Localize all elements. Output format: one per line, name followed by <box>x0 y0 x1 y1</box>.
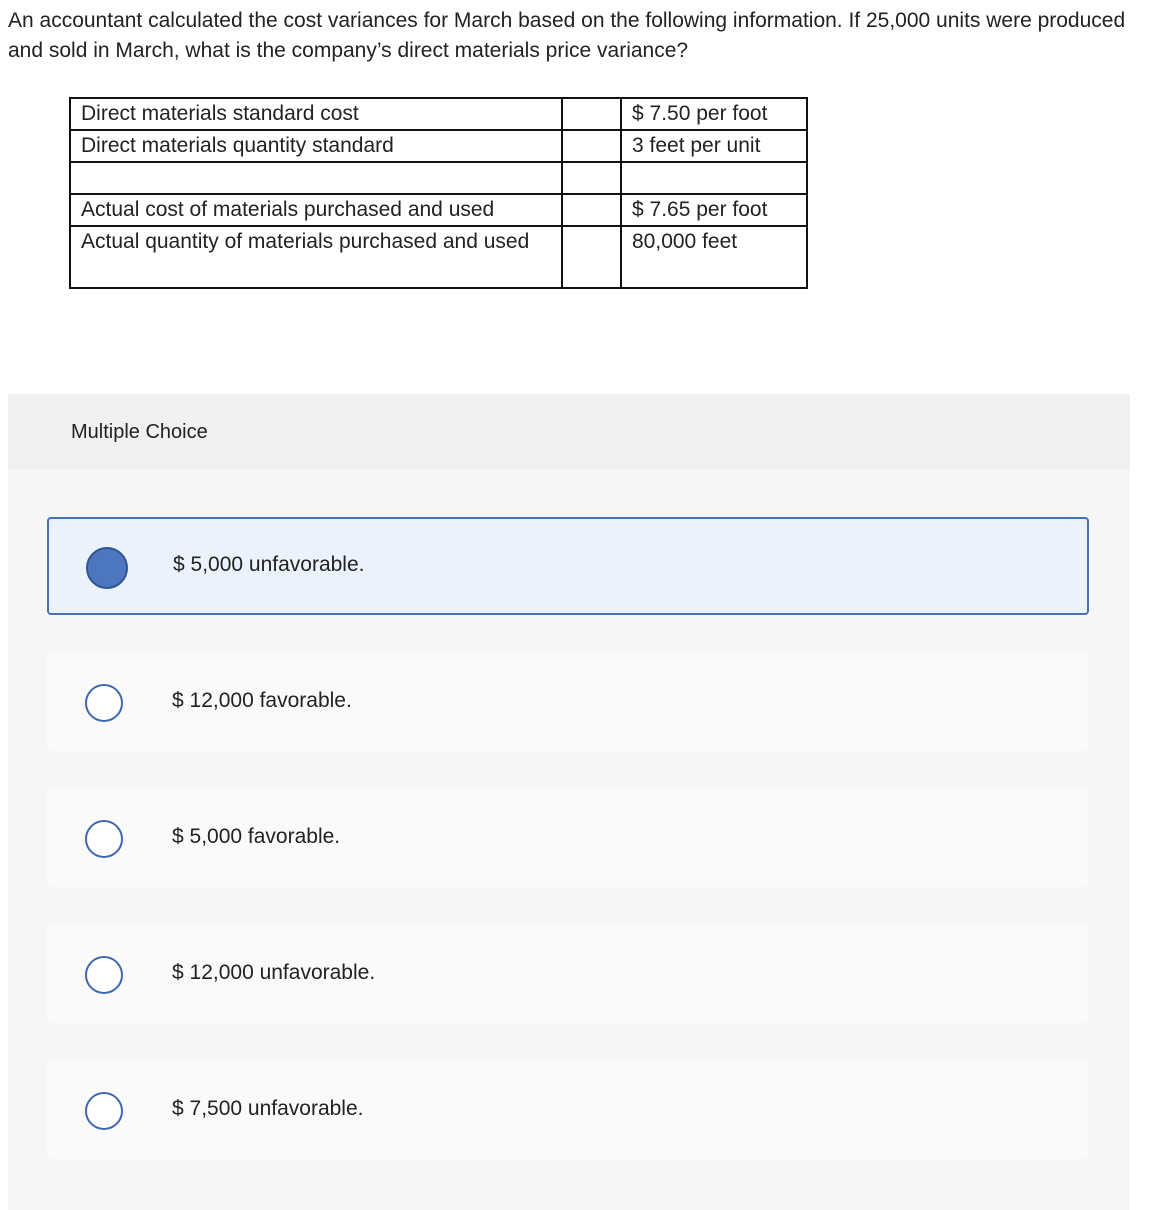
row-spacer <box>562 194 621 226</box>
table-row <box>70 194 807 226</box>
choice-option-5[interactable] <box>47 1061 1088 1159</box>
radio-button-icon[interactable] <box>85 820 123 858</box>
radio-button-icon[interactable] <box>85 684 123 722</box>
row-spacer <box>562 162 621 194</box>
question-text: An accountant calculated the cost variances for March based on the following information. If 25,000 units were produced and sold in March, what is the company’s direct materials price variance? <box>8 9 1126 62</box>
radio-button-icon[interactable] <box>85 956 123 994</box>
choice-label: $ 7,500 unfavorable. <box>172 1097 364 1120</box>
radio-button-icon[interactable] <box>85 1092 123 1130</box>
radio-button-icon[interactable] <box>86 547 128 589</box>
choice-label: $ 5,000 unfavorable. <box>173 553 365 576</box>
row-spacer <box>562 130 621 162</box>
row-spacer <box>562 226 621 288</box>
table-row <box>70 162 807 194</box>
row-label: Actual cost of materials purchased and used <box>70 194 562 226</box>
row-value: 3 feet per unit <box>621 130 807 162</box>
row-value: 80,000 feet <box>621 226 807 288</box>
multiple-choice-panel <box>8 394 1130 1210</box>
row-value: $ 7.50 per foot <box>621 98 807 130</box>
row-label: Direct materials standard cost <box>70 98 562 130</box>
choice-option-1[interactable] <box>47 517 1089 615</box>
table-row <box>70 98 807 130</box>
choice-option-3[interactable] <box>47 789 1088 887</box>
choice-label: $ 12,000 unfavorable. <box>172 961 376 984</box>
row-label: Actual quantity of materials purchased and used <box>70 226 562 288</box>
choice-option-2[interactable] <box>47 653 1088 751</box>
choice-label: $ 12,000 favorable. <box>172 689 352 712</box>
choice-label: $ 5,000 favorable. <box>172 825 341 848</box>
info-table <box>69 97 808 289</box>
row-label <box>70 162 562 194</box>
row-value: $ 7.65 per foot <box>621 194 807 226</box>
table-row <box>70 130 807 162</box>
table-row <box>70 226 807 288</box>
row-value <box>621 162 807 194</box>
multiple-choice-label: Multiple Choice <box>71 421 208 443</box>
choice-option-4[interactable] <box>47 925 1088 1023</box>
multiple-choice-header <box>8 394 1130 469</box>
row-spacer <box>562 98 621 130</box>
row-label: Direct materials quantity standard <box>70 130 562 162</box>
